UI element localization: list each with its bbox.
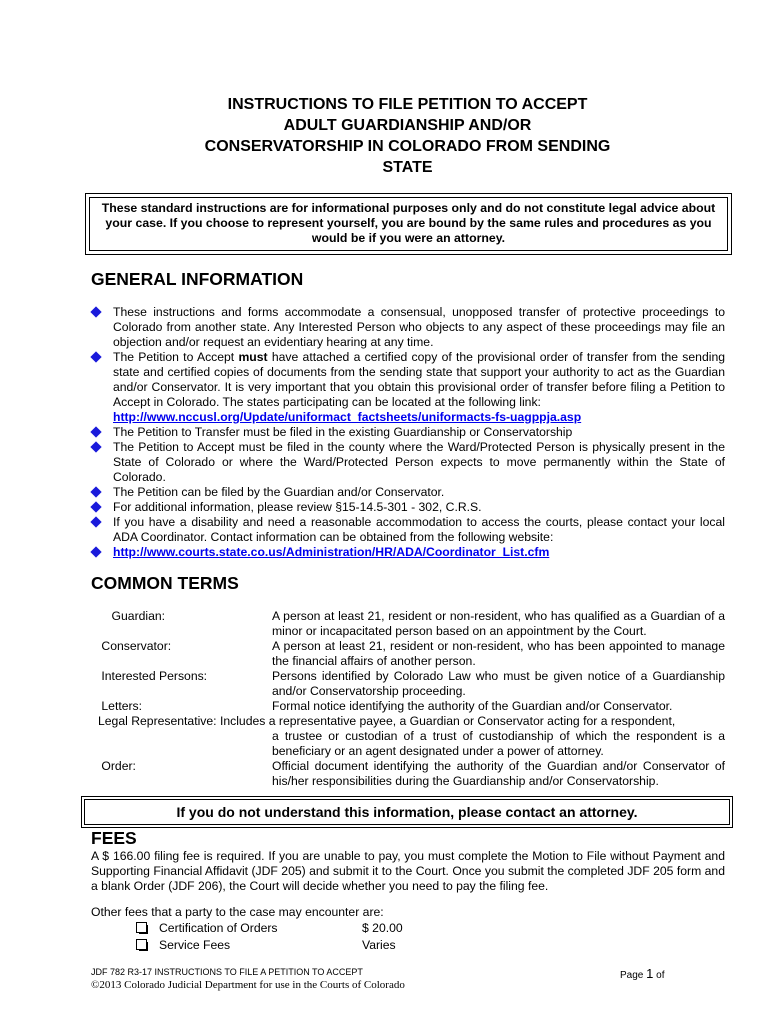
- bullet-text: The Petition to Transfer must be filed in the existing Guardianship or Conservatorship: [113, 425, 573, 439]
- common-terms-list: [89, 609, 725, 789]
- bullet-emphasis: must: [238, 350, 268, 364]
- attorney-notice-text: If you do not understand this information, please contact an attorney.: [176, 804, 638, 820]
- bullet-text: The Petition to Accept: [113, 350, 239, 364]
- disclaimer-box: [85, 193, 732, 255]
- term-definition: A person at least 21, resident or non-resident, who has qualified as a Guardian of a minor or incapacitated person based on an appointment by the Court.: [272, 609, 725, 638]
- title-line: CONSERVATORSHIP IN COLORADO FROM SENDING: [204, 138, 611, 155]
- term-label: [89, 639, 171, 654]
- ada-coordinator-link[interactable]: http://www.courts.state.co.us/Administration/HR/ADA/Coordinator_List.cfm: [113, 545, 550, 559]
- diamond-bullet-icon: [90, 546, 101, 557]
- bullet-text: These instructions and forms accommodate a consensual, unopposed transfer of protective proceedings to Colorado from another state. Any Interested Person who objects to any aspect of these proceedings may file an objection and/or request an evidentiary hearing at any time.: [113, 305, 725, 349]
- list-item: [91, 515, 725, 545]
- common-terms-heading: COMMON TERMS: [91, 573, 239, 593]
- page-number: [620, 966, 665, 981]
- term-legal-representative: [89, 714, 725, 759]
- diamond-bullet-icon: [90, 516, 101, 527]
- title-line: ADULT GUARDIANSHIP AND/OR: [283, 117, 532, 134]
- list-item: [91, 545, 725, 560]
- fee-name: Service Fees: [159, 938, 231, 952]
- list-item: [91, 305, 725, 350]
- diamond-bullet-icon: [90, 501, 101, 512]
- term-label-text: Interested Persons:: [101, 669, 208, 683]
- form-footer: JDF 782 R3-17 INSTRUCTIONS TO FILE A PETITION TO ACCEPT: [91, 967, 363, 977]
- fee-amount: Varies: [362, 938, 396, 952]
- diamond-bullet-icon: [90, 441, 101, 452]
- bullet-text: For additional information, please review §15-14.5-301 - 302, C.R.S.: [113, 500, 482, 514]
- disclaimer-text: These standard instructions are for informational purposes only and do not constitute legal advice about your case. If you choose to represent yourself, you are bound by the same rules and procedures as you would be if you were an attorney.: [101, 201, 716, 245]
- term-definition: Persons identified by Colorado Law who must be given notice of a Guardianship and/or Conservatorship proceeding.: [272, 669, 725, 698]
- title-line: STATE: [382, 159, 433, 176]
- diamond-bullet-icon: [90, 426, 101, 437]
- diamond-bullet-icon: [90, 351, 101, 362]
- checkbox-icon: [136, 939, 147, 950]
- term-definition: Official document identifying the authority of the Guardian and/or Conservator of his/her responsibilities during the Guardianship and/or Conservatorship.: [272, 759, 725, 788]
- fee-amount: $ 20.00: [362, 921, 403, 935]
- list-item: [91, 350, 725, 425]
- diamond-bullet-icon: [90, 306, 101, 317]
- term-definition: Formal notice identifying the authority of the Guardian and/or Conservator.: [272, 699, 673, 713]
- term-definition-continued: a trustee or custodian of a trust of custodianship of which the respondent is a beneficiary or an agent designated under a power of attorney.: [272, 729, 725, 758]
- other-fees-intro: Other fees that a party to the case may encounter are:: [91, 905, 384, 919]
- page-of-label: of: [653, 970, 665, 981]
- term-label-text: Legal Representative: Includes: [98, 714, 266, 728]
- page-number-value: 1: [646, 966, 654, 981]
- term-letters: [89, 699, 725, 714]
- bullet-text: The Petition to Accept must be filed in the county where the Ward/Protected Person is physically present in the State of Colorado or where the Ward/Protected Person expects to move permanently within the State of Colorado.: [113, 440, 725, 484]
- page-label: Page: [620, 970, 647, 981]
- term-conservator: [89, 639, 725, 669]
- term-interested-persons: [89, 669, 725, 699]
- term-label-text: Letters:: [101, 699, 143, 713]
- checkbox-icon: [136, 922, 147, 933]
- general-information-heading: GENERAL INFORMATION: [91, 269, 304, 289]
- fees-heading: FEES: [91, 828, 137, 848]
- copyright-footer: ©2013 Colorado Judicial Department for use in the Courts of Colorado: [91, 979, 405, 991]
- term-guardian: [89, 609, 725, 639]
- bullet-text: The Petition can be filed by the Guardian and/or Conservator.: [113, 485, 445, 499]
- title-line: INSTRUCTIONS TO FILE PETITION TO ACCEPT: [227, 96, 588, 113]
- diamond-bullet-icon: [90, 486, 101, 497]
- term-order: [89, 759, 725, 789]
- term-definition: a representative payee, a Guardian or Conservator acting for a respondent,: [265, 714, 676, 728]
- term-label: [89, 699, 142, 714]
- list-item: [91, 485, 725, 500]
- list-item: [91, 500, 725, 515]
- bullet-text: have attached a certified copy of the provisional order of transfer from the sending state and certified copies of documents from the sending state that support your authority to act as the Guardian and/or Conservator. It is very important that you obtain this provisional order of transfer before filing a Petition to Accept in Colorado. The states participating can be located at the following link:: [113, 350, 725, 409]
- fees-paragraph: A $ 166.00 filing fee is required. If you are unable to pay, you must complete the Motion to File without Payment and Supporting Financial Affidavit (JDF 205) and submit it to the Court. Once you submit the completed JDF 205 form and a blank Order (JDF 206), the Court will decide whether you need to pay the filing fee.: [91, 849, 725, 893]
- list-item: [91, 425, 725, 440]
- general-information-list: [91, 305, 725, 560]
- term-definition: A person at least 21, resident or non-resident, who has been appointed to manage the financial affairs of another person.: [272, 639, 725, 668]
- term-label-text: Conservator:: [101, 639, 172, 653]
- list-item: [91, 440, 725, 485]
- attorney-notice-box: [81, 796, 733, 828]
- term-label: [89, 669, 207, 684]
- term-label: [89, 759, 136, 774]
- uniform-acts-link[interactable]: http://www.nccusl.org/Update/uniformact_factsheets/uniformacts-fs-uagppja.asp: [113, 410, 582, 424]
- term-label-text: Order:: [101, 759, 136, 773]
- term-label-text: Guardian:: [111, 609, 166, 623]
- page-title: [120, 94, 695, 178]
- bullet-text: If you have a disability and need a reasonable accommodation to access the courts, please contact your local ADA Coordinator. Contact information can be obtained from the following website:: [113, 515, 725, 544]
- term-label: [89, 609, 165, 624]
- fee-name: Certification of Orders: [159, 921, 278, 935]
